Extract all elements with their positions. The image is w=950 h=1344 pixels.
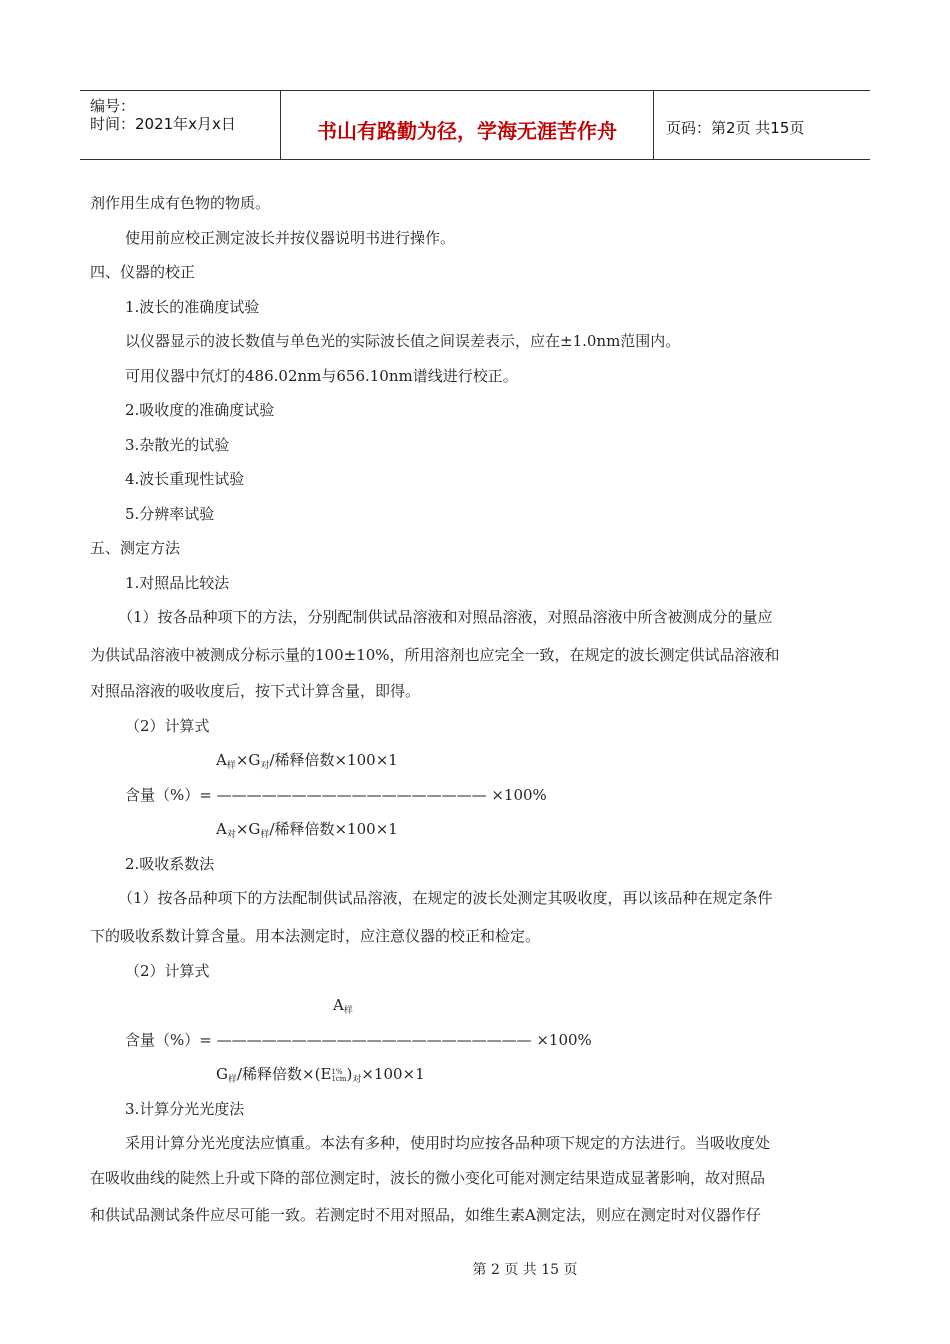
header-meta xyxy=(80,91,281,159)
subsection-heading: 4.波长重现性试验 xyxy=(125,470,245,488)
paragraph-line: 剂作用生成有色物的物质。 xyxy=(90,194,271,212)
paragraph-line: 使用前应校正测定波长并按仪器说明书进行操作。 xyxy=(125,229,456,247)
formula-2-numerator: $A_样$ xyxy=(333,996,353,1016)
subsection-heading: 1.对照品比较法 xyxy=(125,574,230,592)
formula-1-fraction-line: 含量（%）= —————————————————— ×100% xyxy=(125,786,547,804)
date-label: 时间：2021年x月x日 xyxy=(90,115,236,133)
paragraph-line: （2）计算式 xyxy=(125,717,210,735)
section-heading: 五、测定方法 xyxy=(90,539,181,557)
subsection-heading: 5.分辨率试验 xyxy=(125,505,215,523)
page-number-label: 页码：第2页 共15页 xyxy=(666,119,805,137)
formula-2-fraction-line: 含量（%）= ————————————————————— ×100% xyxy=(125,1031,592,1049)
paragraph-line: （1）按各品种项下的方法配制供试品溶液，在规定的波长处测定其吸收度，再以该品种在规定条件 xyxy=(118,889,773,907)
paragraph-line: （2）计算式 xyxy=(125,962,210,980)
motto-text: 书山有路勤为径，学海无涯苦作舟 xyxy=(317,119,617,143)
paragraph-line: 可用仪器中氘灯的486.02nm与656.10nm谱线进行校正。 xyxy=(125,367,518,385)
document-number-label: 编号： xyxy=(90,97,136,115)
header-motto-cell xyxy=(281,91,654,159)
paragraph-line: 对照品溶液的吸收度后，按下式计算含量，即得。 xyxy=(90,682,421,700)
formula-1-numerator: $A_样\times G_对/$稀释倍数×100×1 xyxy=(216,751,398,771)
paragraph-line: 下的吸收系数计算含量。用本法测定时，应注意仪器的校正和检定。 xyxy=(90,927,541,945)
page-header xyxy=(80,90,870,160)
subsection-heading: 3.计算分光光度法 xyxy=(125,1100,245,1118)
header-page-cell xyxy=(654,91,870,159)
paragraph-line: 和供试品测试条件应尽可能一致。若测定时不用对照品，如维生素A测定法，则应在测定时对仪器作仔 xyxy=(90,1206,761,1224)
subsection-heading: 2.吸收度的准确度试验 xyxy=(125,401,275,419)
subsection-heading: 2.吸收系数法 xyxy=(125,855,215,873)
subsection-heading: 3.杂散光的试验 xyxy=(125,436,230,454)
paragraph-line: 为供试品溶液中被测成分标示量的100±10%，所用溶剂也应完全一致，在规定的波长测定供试品溶液和 xyxy=(90,646,780,664)
subsection-heading: 1.波长的准确度试验 xyxy=(125,298,260,316)
formula-2-denominator: $G_样/$稀释倍数×(E 1% 1cm )$_对\times 100\times 1$ xyxy=(216,1065,425,1085)
paragraph-line: （1）按各品种项下的方法，分别配制供试品溶液和对照品溶液，对照品溶液中所含被测成分的量应 xyxy=(118,608,773,626)
page-footer xyxy=(0,1259,950,1279)
section-heading: 四、仪器的校正 xyxy=(90,263,196,281)
footer-page-number: 第 2 页 共 15 页 xyxy=(472,1262,578,1278)
paragraph-line: 以仪器显示的波长数值与单色光的实际波长值之间误差表示，应在±1.0nm范围内。 xyxy=(125,332,681,350)
formula-1-denominator: $A_对\times G_样/$稀释倍数×100×1 xyxy=(216,820,398,840)
paragraph-line: 采用计算分光光度法应慎重。本法有多种，使用时均应按各品种项下规定的方法进行。当吸收度处 xyxy=(125,1134,771,1152)
paragraph-line: 在吸收曲线的陡然上升或下降的部位测定时，波长的微小变化可能对测定结果造成显著影响，故对照品 xyxy=(90,1169,766,1187)
